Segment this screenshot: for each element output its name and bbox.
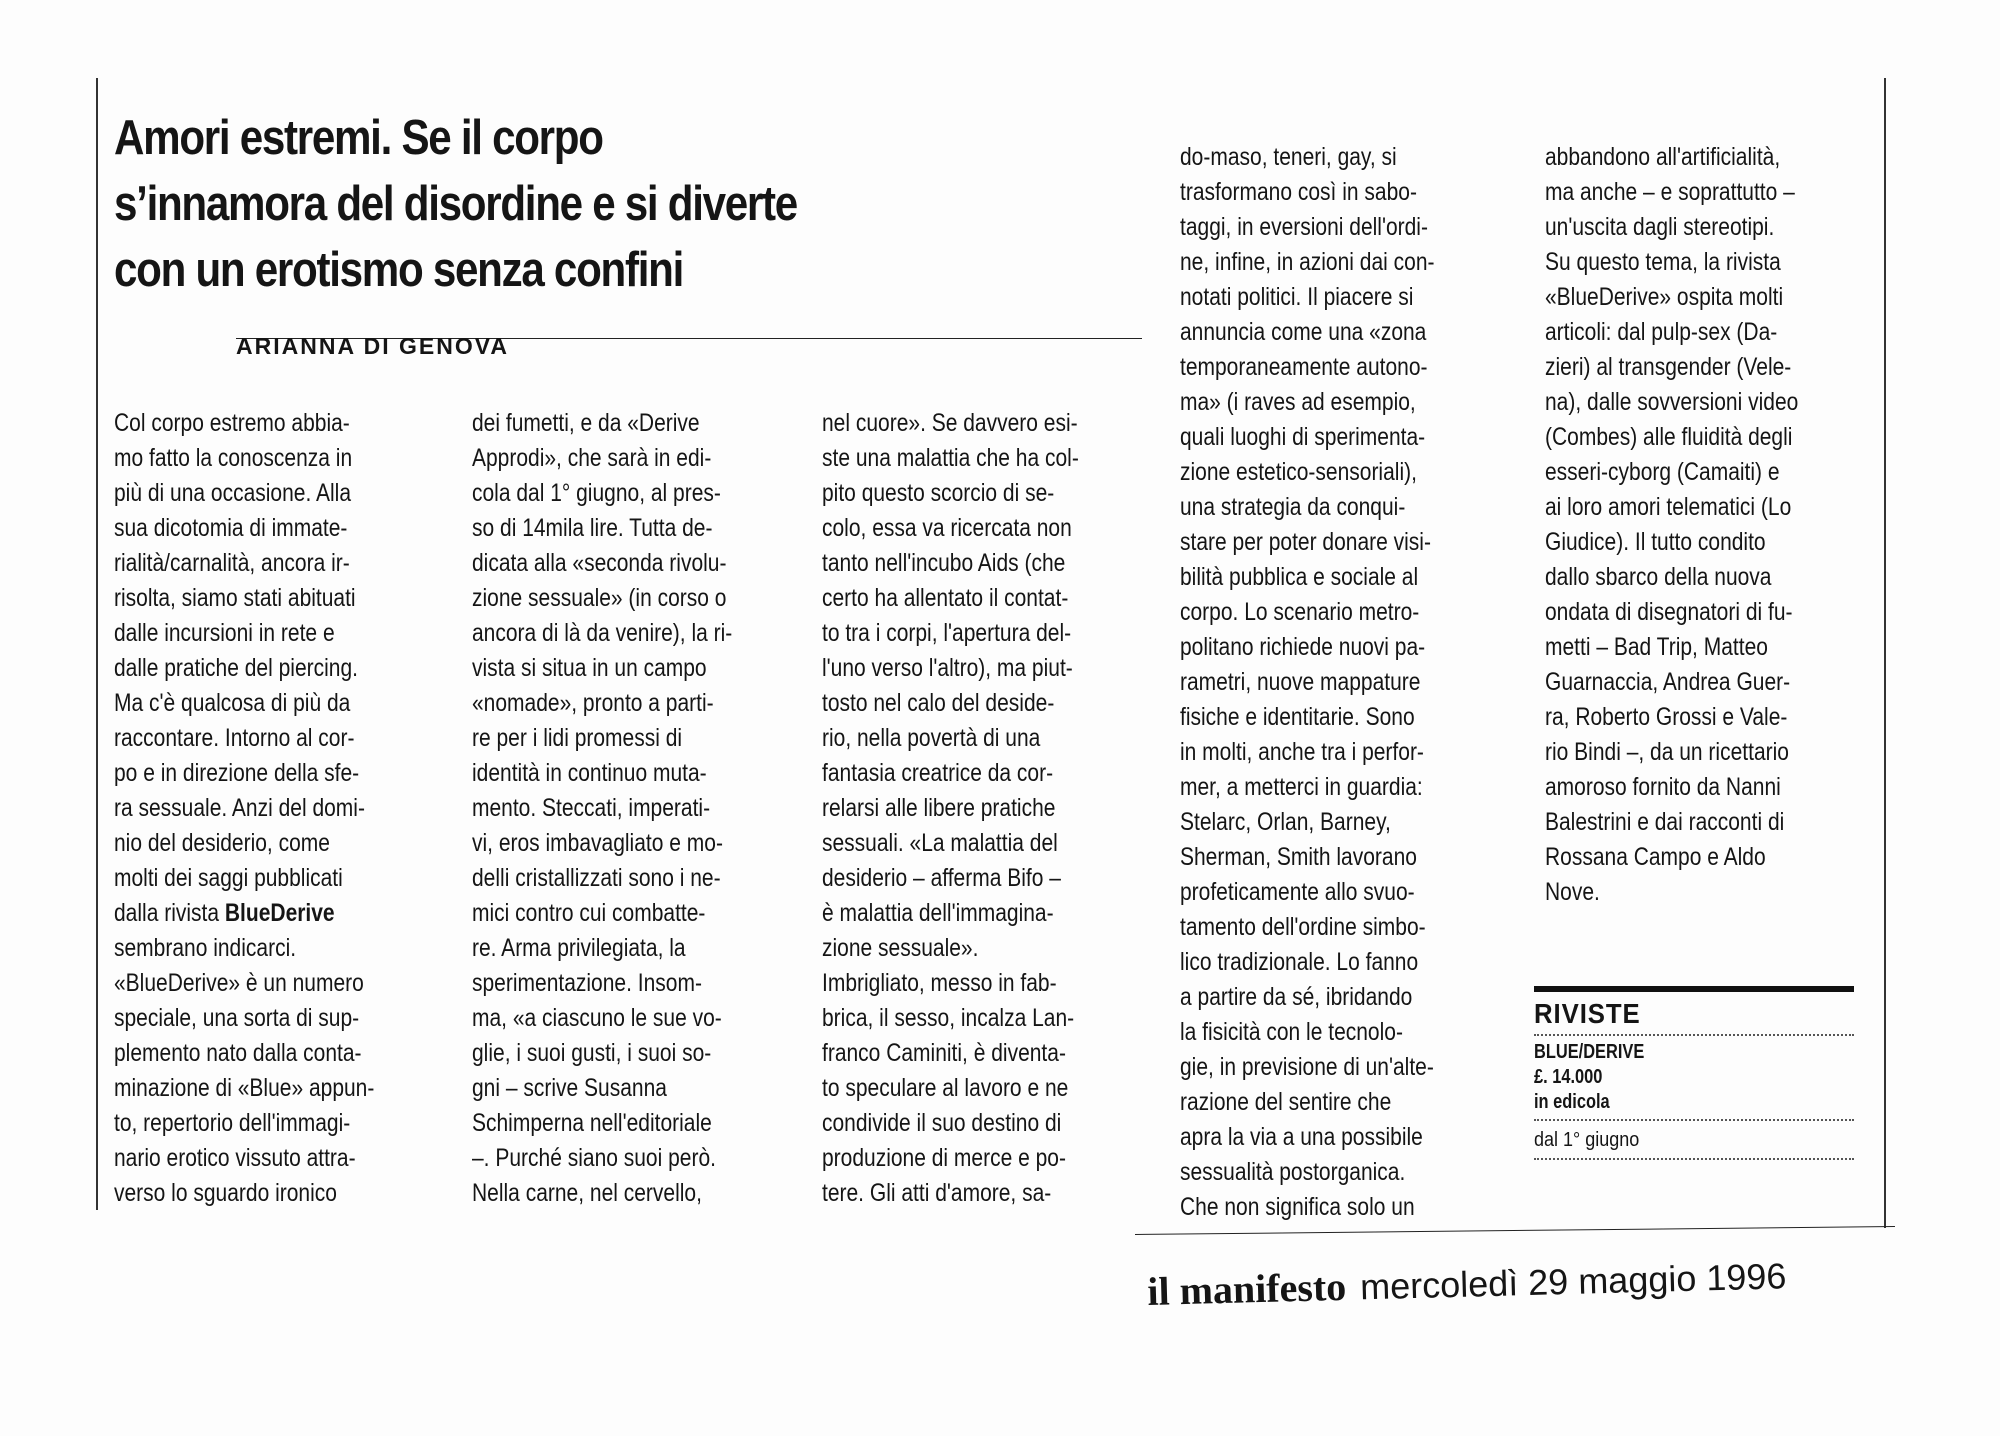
text-line: mer, a metterci in guardia:: [1180, 773, 1423, 801]
text-line: sessuali. «La malattia del: [822, 829, 1058, 857]
text-line: ra, Roberto Grossi e Vale-: [1545, 703, 1788, 731]
text-line: Ma c'è qualcosa di più da: [114, 689, 351, 717]
text-line: ra sessuale. Anzi del domi-: [114, 794, 365, 822]
text-line: nio del desiderio, come: [114, 829, 330, 857]
text-line: ma, «a ciascuno le sue vo-: [472, 1004, 722, 1032]
text-line: pito questo scorcio di se-: [822, 479, 1055, 507]
text-line: zione sessuale».: [822, 934, 979, 962]
text-line: profeticamente allo svuo-: [1180, 878, 1415, 906]
text-line: franco Caminiti, è diventa-: [822, 1039, 1066, 1067]
left-frame-rule: [96, 78, 98, 1210]
text-line: corpo. Lo scenario metro-: [1180, 598, 1420, 626]
text-line: notati politici. Il piacere si: [1180, 283, 1414, 311]
text-line: vi, eros imbavagliato e mo-: [472, 829, 723, 857]
text-line: rio Bindi –, da un ricettario: [1545, 738, 1789, 766]
text-line: Che non significa solo un: [1180, 1193, 1415, 1221]
dotted-divider: [1534, 1158, 1854, 1160]
text-line: stare per poter donare visi-: [1180, 528, 1431, 556]
text-line: re per i lidi promessi di: [472, 724, 683, 752]
text-line: «BlueDerive» è un numero: [114, 969, 364, 997]
text-line: dei fumetti, e da «Derive: [472, 409, 700, 437]
text-line: esseri-cyborg (Camaiti) e: [1545, 458, 1780, 486]
text-line: zione sessuale» (in corso o: [472, 584, 727, 612]
text-line: dicata alla «seconda rivolu-: [472, 549, 727, 577]
text-line: «nomade», pronto a parti-: [472, 689, 714, 717]
text-line: ondata di disegnatori di fu-: [1545, 598, 1793, 626]
text-line: Nove.: [1545, 878, 1600, 906]
text-line: dallo sbarco della nuova: [1545, 563, 1772, 591]
text-line: Rossana Campo e Aldo: [1545, 843, 1766, 871]
text-line: tanto nell'incubo Aids (che: [822, 549, 1066, 577]
text-line: ne, infine, in azioni dai con-: [1180, 248, 1435, 276]
text-line: ai loro amori telematici (Lo: [1545, 493, 1792, 521]
text-line: Guarnaccia, Andrea Guer-: [1545, 668, 1791, 696]
text-line: trasformano così in sabo-: [1180, 178, 1417, 206]
text-line: una strategia da conqui-: [1180, 493, 1406, 521]
text-line: zieri) al transgender (Vele-: [1545, 353, 1792, 381]
text-line: metti – Bad Trip, Matteo: [1545, 633, 1768, 661]
text-line: brica, il sesso, incalza Lan-: [822, 1004, 1075, 1032]
text-line: quali luoghi di sperimenta-: [1180, 423, 1426, 451]
text-line: Col corpo estremo abbia-: [114, 409, 350, 437]
text-line: ancora di là da venire), la ri-: [472, 619, 733, 647]
text-line: un'uscita dagli stereotipi.: [1545, 213, 1775, 241]
text-line: na), dalle sovversioni video: [1545, 388, 1799, 416]
text-line: abbandono all'artificialità,: [1545, 143, 1781, 171]
newspaper-masthead: il manifesto: [1146, 1263, 1347, 1315]
text-line: (Combes) alle fluidità degli: [1545, 423, 1793, 451]
right-frame-rule: [1884, 78, 1886, 1228]
text-line: tamento dell'ordine simbo-: [1180, 913, 1426, 941]
newspaper-footer: [1147, 1251, 1787, 1315]
text-line: do-maso, teneri, gay, si: [1180, 143, 1397, 171]
title-line: Amori estremi. Se il corpo: [114, 111, 603, 165]
text-line: mento. Steccati, imperati-: [472, 794, 711, 822]
text-line: temporaneamente autono-: [1180, 353, 1428, 381]
issue-date: mercoledì 29 maggio 1996: [1359, 1255, 1787, 1308]
magazine-price: £. 14.000: [1534, 1066, 1603, 1088]
text-line: molti dei saggi pubblicati: [114, 864, 343, 892]
text-line: è malattia dell'immagina-: [822, 899, 1054, 927]
text-line: verso lo sguardo ironico: [114, 1179, 337, 1207]
text-line: dalla rivista BlueDerive: [114, 899, 335, 927]
text-line: sessualità postorganica.: [1180, 1158, 1406, 1186]
text-line: zione estetico-sensoriali),: [1180, 458, 1417, 486]
text-line: Stelarc, Orlan, Barney,: [1180, 808, 1391, 836]
text-line: mici contro cui combatte-: [472, 899, 706, 927]
magazine-availability: in edicola: [1534, 1091, 1610, 1113]
bottom-frame-rule: [1135, 1226, 1895, 1235]
text-line: Balestrini e dai racconti di: [1545, 808, 1785, 836]
text-line: identità in continuo muta-: [472, 759, 707, 787]
text-line: lico tradizionale. Lo fanno: [1180, 948, 1419, 976]
text-line: delli cristallizzati sono i ne-: [472, 864, 721, 892]
text-line: tosto nel calo del deside-: [822, 689, 1055, 717]
title-line: s’innamora del disordine e si diverte: [114, 177, 797, 231]
article-column-4: [1180, 140, 1483, 1225]
text-line: fisiche e identitarie. Sono: [1180, 703, 1415, 731]
dotted-divider: [1534, 1034, 1854, 1036]
text-line: in molti, anche tra i perfor-: [1180, 738, 1424, 766]
text-line: «BlueDerive» ospita molti: [1545, 283, 1784, 311]
title-line: con un erotismo senza confini: [114, 243, 684, 297]
text-line: raccontare. Intorno al cor-: [114, 724, 355, 752]
text-line: Schimperna nell'editoriale: [472, 1109, 712, 1137]
text-line: l'uno verso l'altro), ma piut-: [822, 654, 1073, 682]
text-line: Imbrigliato, messo in fab-: [822, 969, 1057, 997]
text-line: glie, i suoi gusti, i suoi so-: [472, 1039, 712, 1067]
text-line: Sherman, Smith lavorano: [1180, 843, 1417, 871]
text-line: to tra i corpi, l'apertura del-: [822, 619, 1072, 647]
text-line: articoli: dal pulp-sex (Da-: [1545, 318, 1778, 346]
article-column-1: [114, 406, 424, 1211]
text-line: –. Purché siano suoi però.: [472, 1144, 716, 1172]
article-column-2: [472, 406, 782, 1211]
text-line: bilità pubblica e sociale al: [1180, 563, 1419, 591]
text-line: taggi, in eversioni dell'ordi-: [1180, 213, 1428, 241]
magazine-name-bold: BlueDerive: [224, 899, 335, 927]
text-line: vista si situa in un campo: [472, 654, 707, 682]
text-line: po e in direzione della sfe-: [114, 759, 360, 787]
box-label: RIVISTE: [1534, 998, 1641, 1029]
text-line: to, repertorio dell'immagi-: [114, 1109, 351, 1137]
text-line: Nella carne, nel cervello,: [472, 1179, 702, 1207]
text-line: Su questo tema, la rivista: [1545, 248, 1781, 276]
article-column-5: [1545, 140, 1847, 910]
text-line: Giudice). Il tutto condito: [1545, 528, 1766, 556]
text-line: la fisicità con le tecnolo-: [1180, 1018, 1403, 1046]
text-line: colo, essa va ricercata non: [822, 514, 1072, 542]
magazine-title: BLUE/DERIVE: [1534, 1041, 1645, 1063]
text-line: dalle incursioni in rete e: [114, 619, 335, 647]
text-line: ma» (i raves ad esempio,: [1180, 388, 1416, 416]
text-line: fantasia creatrice da cor-: [822, 759, 1054, 787]
text-line: minazione di «Blue» appun-: [114, 1074, 375, 1102]
text-line: sperimentazione. Insom-: [472, 969, 702, 997]
text-line: rialità/carnalità, ancora ir-: [114, 549, 350, 577]
text-line: Approdi», che sarà in edi-: [472, 444, 712, 472]
author-byline: ARIANNA DI GENOVA: [236, 333, 509, 359]
text-line: politano richiede nuovi pa-: [1180, 633, 1426, 661]
text-line: sua dicotomia di immate-: [114, 514, 348, 542]
text-line: annuncia come una «zona: [1180, 318, 1427, 346]
text-line: speciale, una sorta di sup-: [114, 1004, 360, 1032]
text-line: gie, in previsione di un'alte-: [1180, 1053, 1434, 1081]
text-line: risolta, siamo stati abituati: [114, 584, 356, 612]
text-line: nel cuore». Se davvero esi-: [822, 409, 1078, 437]
text-line: più di una occasione. Alla: [114, 479, 352, 507]
text-line: dalle pratiche del piercing.: [114, 654, 358, 682]
text-line: so di 14mila lire. Tutta de-: [472, 514, 713, 542]
text-line: condivide il suo destino di: [822, 1109, 1062, 1137]
text-line: razione del sentire che: [1180, 1088, 1392, 1116]
text-line: tere. Gli atti d'amore, sa-: [822, 1179, 1052, 1207]
text-line: mo fatto la conoscenza in: [114, 444, 353, 472]
text-line: gni – scrive Susanna: [472, 1074, 667, 1102]
text-line: certo ha allentato il contat-: [822, 584, 1069, 612]
magazine-info-box: [1534, 986, 1854, 1164]
dotted-divider: [1534, 1119, 1854, 1121]
text-line: ma anche – e soprattutto –: [1545, 178, 1795, 206]
article-column-3: [822, 406, 1128, 1211]
text-line: plemento nato dalla conta-: [114, 1039, 362, 1067]
box-top-bar: [1534, 986, 1854, 992]
text-line: rametri, nuove mappature: [1180, 668, 1421, 696]
article-title: [114, 105, 940, 303]
text-line: rio, nella povertà di una: [822, 724, 1041, 752]
text-line: to speculare al lavoro e ne: [822, 1074, 1069, 1102]
text-line: a partire da sé, ibridando: [1180, 983, 1413, 1011]
text-line: apra la via a una possibile: [1180, 1123, 1423, 1151]
text-line: desiderio – afferma Bifo –: [822, 864, 1061, 892]
text-line: cola dal 1° giugno, al pres-: [472, 479, 721, 507]
text-line: amoroso fornito da Nanni: [1545, 773, 1781, 801]
text-line: relarsi alle libere pratiche: [822, 794, 1056, 822]
text-line: re. Arma privilegiata, la: [472, 934, 686, 962]
text-line: produzione di merce e po-: [822, 1144, 1066, 1172]
text-line: sembrano indicarci.: [114, 934, 297, 962]
release-date: dal 1° giugno: [1534, 1129, 1640, 1151]
text-line: ste una malattia che ha col-: [822, 444, 1079, 472]
text-line: nario erotico vissuto attra-: [114, 1144, 356, 1172]
